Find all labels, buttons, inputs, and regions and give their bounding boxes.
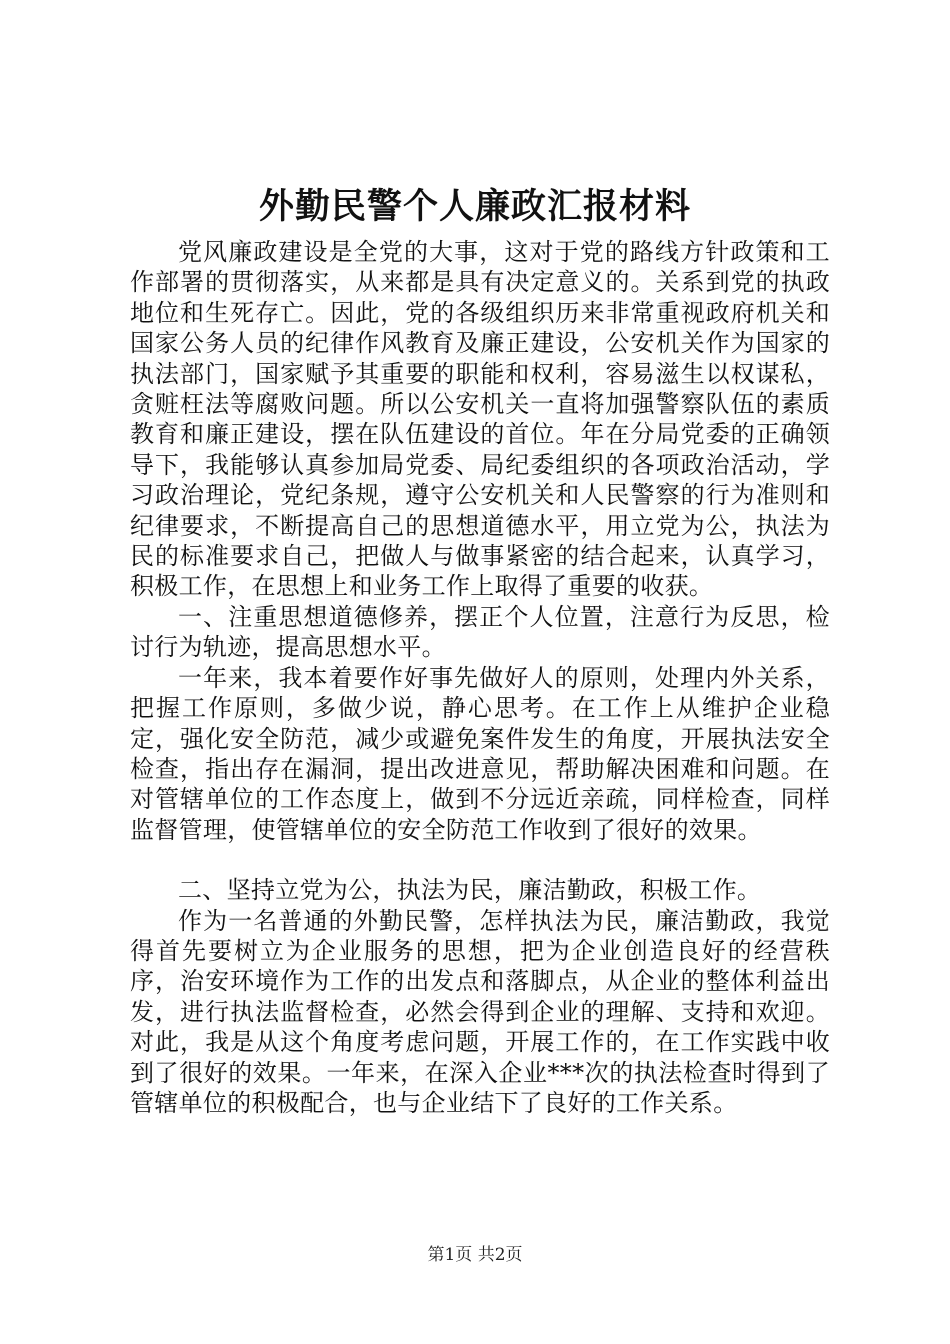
section-heading-1: 一、注重思想道德修养，摆正个人位置，注意行为反思，检讨行为轨迹，提高思想水平。 bbox=[130, 602, 830, 662]
paragraph-section-2: 作为一名普通的外勤民警，怎样执法为民，廉洁勤政，我觉得首先要树立为企业服务的思想，把为企业创造良好的经营秩序，治安环境作为工作的出发点和落脚点，从企业的整体利益出发，进行执法监督检查，必然会得到企业的理解、支持和欢迎。对此，我是从这个角度考虑问题，开展工作的，在工作实践中收到了很好的效果。一年来，在深入企业***次的执法检查时得到了管辖单位的积极配合，也与企业结下了良好的工作关系。 bbox=[130, 906, 830, 1117]
page-number-footer: 第1页 共2页 bbox=[427, 1245, 523, 1265]
section-heading-2: 二、坚持立党为公，执法为民，廉洁勤政，积极工作。 bbox=[178, 876, 762, 905]
paragraph-intro: 党风廉政建设是全党的大事，这对于党的路线方针政策和工作部署的贯彻落实，从来都是具有决定意义的。关系到党的执政地位和生死存亡。因此，党的各级组织历来非常重视政府机关和国家公务人员的纪律作风教育及廉正建设，公安机关作为国家的执法部门，国家赋予其重要的职能和权利，容易滋生以权谋私，贪赃枉法等腐败问题。所以公安机关一直将加强警察队伍的素质教育和廉正建设，摆在队伍建设的首位。年在分局党委的正确领导下，我能够认真参加局党委、局纪委组织的各项政治活动，学习政治理论，党纪条规，遵守公安机关和人民警察的行为准则和纪律要求，不断提高自己的思想道德水平，用立党为公，执法为民的标准要求自己，把做人与做事紧密的结合起来，认真学习，积极工作，在思想上和业务工作上取得了重要的收获。 bbox=[130, 238, 830, 601]
document-title: 外勤民警个人廉政汇报材料 bbox=[258, 186, 691, 227]
document-body bbox=[130, 237, 830, 1118]
paragraph-section-1: 一年来，我本着要作好事先做好人的原则，处理内外关系，把握工作原则，多做少说，静心思考。在工作上从维护企业稳定，强化安全防范，减少或避免案件发生的角度，开展执法安全检查，指出存在漏洞，提出改进意见，帮助解决困难和问题。在对管辖单位的工作态度上，做到不分远近亲疏，同样检查，同样监督管理，使管辖单位的安全防范工作收到了很好的效果。 bbox=[130, 663, 830, 844]
